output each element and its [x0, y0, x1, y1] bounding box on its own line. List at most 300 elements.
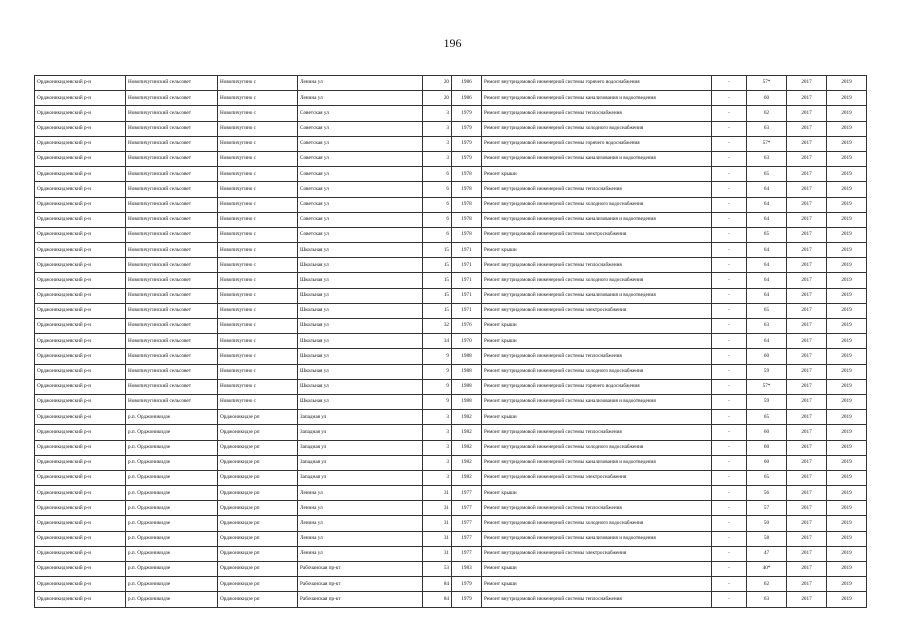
settlement-cell: Орджоникидзе рп [218, 546, 298, 561]
district-cell: Орджоникидзевский р-н [35, 592, 126, 607]
end-year-cell: 2019 [827, 197, 867, 212]
settlement-cell: Орджоникидзе рп [218, 470, 298, 485]
settlement-cell: Новопичугино с [218, 364, 298, 379]
dash-cell: - [712, 516, 747, 531]
start-year-cell: 2017 [787, 577, 827, 592]
house-number-cell: 15 [423, 258, 452, 273]
house-number-cell: 6 [423, 182, 452, 197]
municipality-cell: р.п. Орджоникидзе [126, 486, 218, 501]
start-year-cell: 2017 [787, 501, 827, 516]
house-number-cell: 34 [423, 334, 452, 349]
year-built-cell: 1979 [452, 121, 482, 136]
street-cell: Школьная ул [298, 258, 423, 273]
year-built-cell: 1982 [452, 410, 482, 425]
municipality-cell: Новопичугинский сельсовет [126, 91, 218, 106]
district-cell: Орджоникидзевский р-н [35, 288, 126, 303]
street-cell: Школьная ул [298, 364, 423, 379]
house-number-cell: 31 [423, 546, 452, 561]
table-row [35, 501, 867, 516]
house-number-cell: 20 [423, 76, 452, 91]
municipality-cell: Новопичугинский сельсовет [126, 349, 218, 364]
table-row [35, 182, 867, 197]
settlement-cell: Новопичугино с [218, 182, 298, 197]
municipality-cell: Новопичугинский сельсовет [126, 197, 218, 212]
municipality-cell: Новопичугинский сельсовет [126, 273, 218, 288]
table-row [35, 410, 867, 425]
table-row [35, 379, 867, 394]
house-number-cell: 6 [423, 167, 452, 182]
end-year-cell: 2019 [827, 470, 867, 485]
house-number-cell: 9 [423, 394, 452, 409]
dash-cell: - [712, 501, 747, 516]
settlement-cell: Новопичугино с [218, 243, 298, 258]
table-body [35, 76, 867, 608]
wear-percent-cell: 59 [747, 364, 787, 379]
end-year-cell: 2019 [827, 167, 867, 182]
district-cell: Орджоникидзевский р-н [35, 531, 126, 546]
year-built-cell: 1971 [452, 258, 482, 273]
wear-percent-cell: 63 [747, 319, 787, 334]
settlement-cell: Орджоникидзе рп [218, 562, 298, 577]
wear-percent-cell: 63 [747, 151, 787, 166]
settlement-cell: Орджоникидзе рп [218, 516, 298, 531]
table-row [35, 546, 867, 561]
start-year-cell: 2017 [787, 167, 827, 182]
street-cell: Ленина ул [298, 91, 423, 106]
district-cell: Орджоникидзевский р-н [35, 455, 126, 470]
dash-cell: - [712, 562, 747, 577]
year-built-cell: 1982 [452, 455, 482, 470]
street-cell: Школьная ул [298, 379, 423, 394]
district-cell: Орджоникидзевский р-н [35, 182, 126, 197]
wear-percent-cell: 65 [747, 410, 787, 425]
district-cell: Орджоникидзевский р-н [35, 425, 126, 440]
municipality-cell: Новопичугинский сельсовет [126, 121, 218, 136]
street-cell: Западная ул [298, 410, 423, 425]
data-table [34, 75, 867, 608]
start-year-cell: 2017 [787, 197, 827, 212]
dash-cell: - [712, 243, 747, 258]
start-year-cell: 2017 [787, 470, 827, 485]
work-type-cell: Ремонт внутридомовой инженерной системы электроснабжения [482, 227, 712, 242]
start-year-cell: 2017 [787, 364, 827, 379]
settlement-cell: Орджоникидзе рп [218, 440, 298, 455]
end-year-cell: 2019 [827, 106, 867, 121]
start-year-cell: 2017 [787, 212, 827, 227]
work-type-cell: Ремонт крыши [482, 562, 712, 577]
district-cell: Орджоникидзевский р-н [35, 410, 126, 425]
wear-percent-cell: 64 [747, 243, 787, 258]
district-cell: Орджоникидзевский р-н [35, 273, 126, 288]
end-year-cell: 2019 [827, 379, 867, 394]
settlement-cell: Орджоникидзе рп [218, 455, 298, 470]
street-cell: Советская ул [298, 182, 423, 197]
settlement-cell: Орджоникидзе рп [218, 592, 298, 607]
table-row [35, 227, 867, 242]
street-cell: Ленина ул [298, 531, 423, 546]
start-year-cell: 2017 [787, 76, 827, 91]
street-cell: Рабочанская пр-кт [298, 562, 423, 577]
settlement-cell: Орджоникидзе рп [218, 577, 298, 592]
work-type-cell: Ремонт внутридомовой инженерной системы электроснабжения [482, 546, 712, 561]
district-cell: Орджоникидзевский р-н [35, 394, 126, 409]
year-built-cell: 1986 [452, 91, 482, 106]
start-year-cell: 2017 [787, 121, 827, 136]
work-type-cell: Ремонт внутридомовой инженерной системы канализования и водоотведения [482, 151, 712, 166]
street-cell: Западная ул [298, 440, 423, 455]
end-year-cell: 2019 [827, 258, 867, 273]
dash-cell: - [712, 319, 747, 334]
wear-percent-cell: 60 [747, 349, 787, 364]
settlement-cell: Орджоникидзе рп [218, 486, 298, 501]
data-table-container [34, 75, 867, 608]
year-built-cell: 1971 [452, 303, 482, 318]
dash-cell: - [712, 212, 747, 227]
year-built-cell: 1986 [452, 76, 482, 91]
district-cell: Орджоникидзевский р-н [35, 319, 126, 334]
work-type-cell: Ремонт внутридомовой инженерной системы электроснабжения [482, 303, 712, 318]
year-built-cell: 1971 [452, 273, 482, 288]
year-built-cell: 1988 [452, 364, 482, 379]
start-year-cell: 2017 [787, 379, 827, 394]
dash-cell: - [712, 151, 747, 166]
district-cell: Орджоникидзевский р-н [35, 91, 126, 106]
dash-cell: - [712, 410, 747, 425]
settlement-cell: Новопичугино с [218, 121, 298, 136]
street-cell: Школьная ул [298, 394, 423, 409]
street-cell: Ленина ул [298, 486, 423, 501]
start-year-cell: 2017 [787, 182, 827, 197]
district-cell: Орджоникидзевский р-н [35, 364, 126, 379]
district-cell: Орджоникидзевский р-н [35, 470, 126, 485]
work-type-cell: Ремонт внутридомовой инженерной системы холодного водоснабжения [482, 516, 712, 531]
district-cell: Орджоникидзевский р-н [35, 303, 126, 318]
street-cell: Западная ул [298, 425, 423, 440]
street-cell: Школьная ул [298, 273, 423, 288]
start-year-cell: 2017 [787, 531, 827, 546]
work-type-cell: Ремонт крыши [482, 319, 712, 334]
house-number-cell: 3 [423, 425, 452, 440]
dash-cell: - [712, 121, 747, 136]
municipality-cell: Новопичугинский сельсовет [126, 243, 218, 258]
work-type-cell: Ремонт внутридомовой инженерной системы канализования и водоотведения [482, 531, 712, 546]
table-row [35, 136, 867, 151]
table-row [35, 121, 867, 136]
house-number-cell: 84 [423, 592, 452, 607]
work-type-cell: Ремонт внутридомовой инженерной системы канализования и водоотведения [482, 91, 712, 106]
settlement-cell: Новопичугино с [218, 258, 298, 273]
dash-cell: - [712, 349, 747, 364]
table-row [35, 243, 867, 258]
table-row [35, 212, 867, 227]
house-number-cell: 15 [423, 273, 452, 288]
wear-percent-cell: 64 [747, 334, 787, 349]
municipality-cell: Новопичугинский сельсовет [126, 379, 218, 394]
end-year-cell: 2019 [827, 562, 867, 577]
wear-percent-cell: 64 [747, 273, 787, 288]
municipality-cell: р.п. Орджоникидзе [126, 425, 218, 440]
end-year-cell: 2019 [827, 455, 867, 470]
settlement-cell: Новопичугино с [218, 212, 298, 227]
year-built-cell: 1976 [452, 319, 482, 334]
house-number-cell: 9 [423, 349, 452, 364]
street-cell: Школьная ул [298, 319, 423, 334]
district-cell: Орджоникидзевский р-н [35, 516, 126, 531]
table-row [35, 516, 867, 531]
street-cell: Советская ул [298, 121, 423, 136]
settlement-cell: Новопичугино с [218, 197, 298, 212]
municipality-cell: р.п. Орджоникидзе [126, 577, 218, 592]
municipality-cell: Новопичугинский сельсовет [126, 258, 218, 273]
start-year-cell: 2017 [787, 394, 827, 409]
dash-cell: - [712, 455, 747, 470]
street-cell: Советская ул [298, 136, 423, 151]
municipality-cell: р.п. Орджоникидзе [126, 546, 218, 561]
dash-cell: - [712, 394, 747, 409]
wear-percent-cell: 65 [747, 227, 787, 242]
street-cell: Школьная ул [298, 288, 423, 303]
district-cell: Орджоникидзевский р-н [35, 76, 126, 91]
work-type-cell: Ремонт внутридомовой инженерной системы теплоснабжения [482, 501, 712, 516]
settlement-cell: Новопичугино с [218, 76, 298, 91]
table-row [35, 273, 867, 288]
start-year-cell: 2017 [787, 151, 827, 166]
settlement-cell: Новопичугино с [218, 288, 298, 303]
house-number-cell: 3 [423, 455, 452, 470]
wear-percent-cell: 47 [747, 546, 787, 561]
end-year-cell: 2019 [827, 410, 867, 425]
end-year-cell: 2019 [827, 243, 867, 258]
end-year-cell: 2019 [827, 151, 867, 166]
year-built-cell: 1982 [452, 470, 482, 485]
house-number-cell: 6 [423, 227, 452, 242]
settlement-cell: Новопичугино с [218, 273, 298, 288]
work-type-cell: Ремонт крыши [482, 486, 712, 501]
dash-cell: - [712, 91, 747, 106]
district-cell: Орджоникидзевский р-н [35, 136, 126, 151]
work-type-cell: Ремонт крыши [482, 167, 712, 182]
wear-percent-cell: 64 [747, 197, 787, 212]
wear-percent-cell: 60 [747, 425, 787, 440]
street-cell: Западная ул [298, 455, 423, 470]
year-built-cell: 1979 [452, 151, 482, 166]
dash-cell: - [712, 577, 747, 592]
wear-percent-cell: 56 [747, 486, 787, 501]
wear-percent-cell: 64 [747, 212, 787, 227]
settlement-cell: Новопичугино с [218, 319, 298, 334]
year-built-cell: 1977 [452, 531, 482, 546]
dash-cell: - [712, 470, 747, 485]
dash-cell: - [712, 334, 747, 349]
settlement-cell: Новопичугино с [218, 106, 298, 121]
settlement-cell: Новопичугино с [218, 349, 298, 364]
wear-percent-cell: 65 [747, 167, 787, 182]
municipality-cell: Новопичугинский сельсовет [126, 212, 218, 227]
table-row [35, 303, 867, 318]
year-built-cell: 1983 [452, 562, 482, 577]
street-cell: Ленина ул [298, 546, 423, 561]
dash-cell: - [712, 364, 747, 379]
municipality-cell: Новопичугинский сельсовет [126, 76, 218, 91]
end-year-cell: 2019 [827, 212, 867, 227]
year-built-cell: 1970 [452, 334, 482, 349]
year-built-cell: 1977 [452, 486, 482, 501]
district-cell: Орджоникидзевский р-н [35, 106, 126, 121]
end-year-cell: 2019 [827, 577, 867, 592]
start-year-cell: 2017 [787, 243, 827, 258]
work-type-cell: Ремонт крыши [482, 577, 712, 592]
district-cell: Орджоникидзевский р-н [35, 212, 126, 227]
year-built-cell: 1982 [452, 440, 482, 455]
wear-percent-cell: 65 [747, 470, 787, 485]
start-year-cell: 2017 [787, 486, 827, 501]
wear-percent-cell: 40* [747, 562, 787, 577]
wear-percent-cell: 57* [747, 379, 787, 394]
year-built-cell: 1982 [452, 425, 482, 440]
dash-cell: - [712, 76, 747, 91]
municipality-cell: р.п. Орджоникидзе [126, 562, 218, 577]
street-cell: Советская ул [298, 151, 423, 166]
end-year-cell: 2019 [827, 76, 867, 91]
district-cell: Орджоникидзевский р-н [35, 577, 126, 592]
house-number-cell: 31 [423, 486, 452, 501]
end-year-cell: 2019 [827, 182, 867, 197]
wear-percent-cell: 63 [747, 121, 787, 136]
house-number-cell: 9 [423, 364, 452, 379]
year-built-cell: 1978 [452, 167, 482, 182]
settlement-cell: Новопичугино с [218, 394, 298, 409]
end-year-cell: 2019 [827, 592, 867, 607]
year-built-cell: 1988 [452, 394, 482, 409]
municipality-cell: Новопичугинский сельсовет [126, 364, 218, 379]
house-number-cell: 3 [423, 106, 452, 121]
year-built-cell: 1988 [452, 349, 482, 364]
district-cell: Орджоникидзевский р-н [35, 243, 126, 258]
district-cell: Орджоникидзевский р-н [35, 227, 126, 242]
street-cell: Советская ул [298, 167, 423, 182]
settlement-cell: Новопичугино с [218, 151, 298, 166]
municipality-cell: р.п. Орджоникидзе [126, 501, 218, 516]
work-type-cell: Ремонт внутридомовой инженерной системы электроснабжения [482, 470, 712, 485]
street-cell: Советская ул [298, 197, 423, 212]
dash-cell: - [712, 227, 747, 242]
dash-cell: - [712, 182, 747, 197]
table-row [35, 531, 867, 546]
end-year-cell: 2019 [827, 440, 867, 455]
table-row [35, 364, 867, 379]
municipality-cell: Новопичугинский сельсовет [126, 319, 218, 334]
dash-cell: - [712, 440, 747, 455]
dash-cell: - [712, 167, 747, 182]
work-type-cell: Ремонт внутридомовой инженерной системы холодного водоснабжения [482, 440, 712, 455]
house-number-cell: 31 [423, 501, 452, 516]
dash-cell: - [712, 546, 747, 561]
end-year-cell: 2019 [827, 531, 867, 546]
table-row [35, 106, 867, 121]
district-cell: Орджоникидзевский р-н [35, 151, 126, 166]
year-built-cell: 1979 [452, 136, 482, 151]
district-cell: Орджоникидзевский р-н [35, 167, 126, 182]
house-number-cell: 53 [423, 562, 452, 577]
work-type-cell: Ремонт внутридомовой инженерной системы теплоснабжения [482, 592, 712, 607]
start-year-cell: 2017 [787, 106, 827, 121]
street-cell: Советская ул [298, 212, 423, 227]
year-built-cell: 1978 [452, 182, 482, 197]
work-type-cell: Ремонт внутридомовой инженерной системы канализования и водоотведения [482, 288, 712, 303]
wear-percent-cell: 59 [747, 394, 787, 409]
house-number-cell: 32 [423, 319, 452, 334]
work-type-cell: Ремонт внутридомовой инженерной системы теплоснабжения [482, 106, 712, 121]
end-year-cell: 2019 [827, 349, 867, 364]
house-number-cell: 84 [423, 577, 452, 592]
settlement-cell: Орджоникидзе рп [218, 425, 298, 440]
work-type-cell: Ремонт крыши [482, 334, 712, 349]
work-type-cell: Ремонт внутридомовой инженерной системы теплоснабжения [482, 182, 712, 197]
year-built-cell: 1979 [452, 577, 482, 592]
house-number-cell: 6 [423, 197, 452, 212]
work-type-cell: Ремонт внутридомовой инженерной системы горячего водоснабжения [482, 76, 712, 91]
year-built-cell: 1979 [452, 592, 482, 607]
end-year-cell: 2019 [827, 319, 867, 334]
settlement-cell: Орджоникидзе рп [218, 531, 298, 546]
wear-percent-cell: 63 [747, 592, 787, 607]
municipality-cell: р.п. Орджоникидзе [126, 470, 218, 485]
municipality-cell: Новопичугинский сельсовет [126, 151, 218, 166]
start-year-cell: 2017 [787, 516, 827, 531]
dash-cell: - [712, 273, 747, 288]
table-row [35, 76, 867, 91]
municipality-cell: Новопичугинский сельсовет [126, 303, 218, 318]
table-row [35, 394, 867, 409]
street-cell: Рабочанская пр-кт [298, 577, 423, 592]
table-row [35, 577, 867, 592]
start-year-cell: 2017 [787, 136, 827, 151]
municipality-cell: Новопичугинский сельсовет [126, 394, 218, 409]
municipality-cell: Новопичугинский сельсовет [126, 106, 218, 121]
house-number-cell: 3 [423, 410, 452, 425]
dash-cell: - [712, 379, 747, 394]
district-cell: Орджоникидзевский р-н [35, 334, 126, 349]
municipality-cell: Новопичугинский сельсовет [126, 167, 218, 182]
street-cell: Рабочанская пр-кт [298, 592, 423, 607]
street-cell: Ленина ул [298, 501, 423, 516]
end-year-cell: 2019 [827, 486, 867, 501]
start-year-cell: 2017 [787, 425, 827, 440]
work-type-cell: Ремонт внутридомовой инженерной системы холодного водоснабжения [482, 364, 712, 379]
wear-percent-cell: 57 [747, 501, 787, 516]
dash-cell: - [712, 303, 747, 318]
settlement-cell: Новопичугино с [218, 227, 298, 242]
work-type-cell: Ремонт внутридомовой инженерной системы теплоснабжения [482, 258, 712, 273]
table-row [35, 167, 867, 182]
table-row [35, 334, 867, 349]
dash-cell: - [712, 486, 747, 501]
end-year-cell: 2019 [827, 516, 867, 531]
end-year-cell: 2019 [827, 394, 867, 409]
table-row [35, 440, 867, 455]
work-type-cell: Ремонт внутридомовой инженерной системы холодного водоснабжения [482, 197, 712, 212]
start-year-cell: 2017 [787, 349, 827, 364]
end-year-cell: 2019 [827, 136, 867, 151]
table-row [35, 470, 867, 485]
end-year-cell: 2019 [827, 121, 867, 136]
street-cell: Советская ул [298, 227, 423, 242]
house-number-cell: 3 [423, 121, 452, 136]
end-year-cell: 2019 [827, 364, 867, 379]
year-built-cell: 1971 [452, 243, 482, 258]
house-number-cell: 6 [423, 212, 452, 227]
district-cell: Орджоникидзевский р-н [35, 562, 126, 577]
